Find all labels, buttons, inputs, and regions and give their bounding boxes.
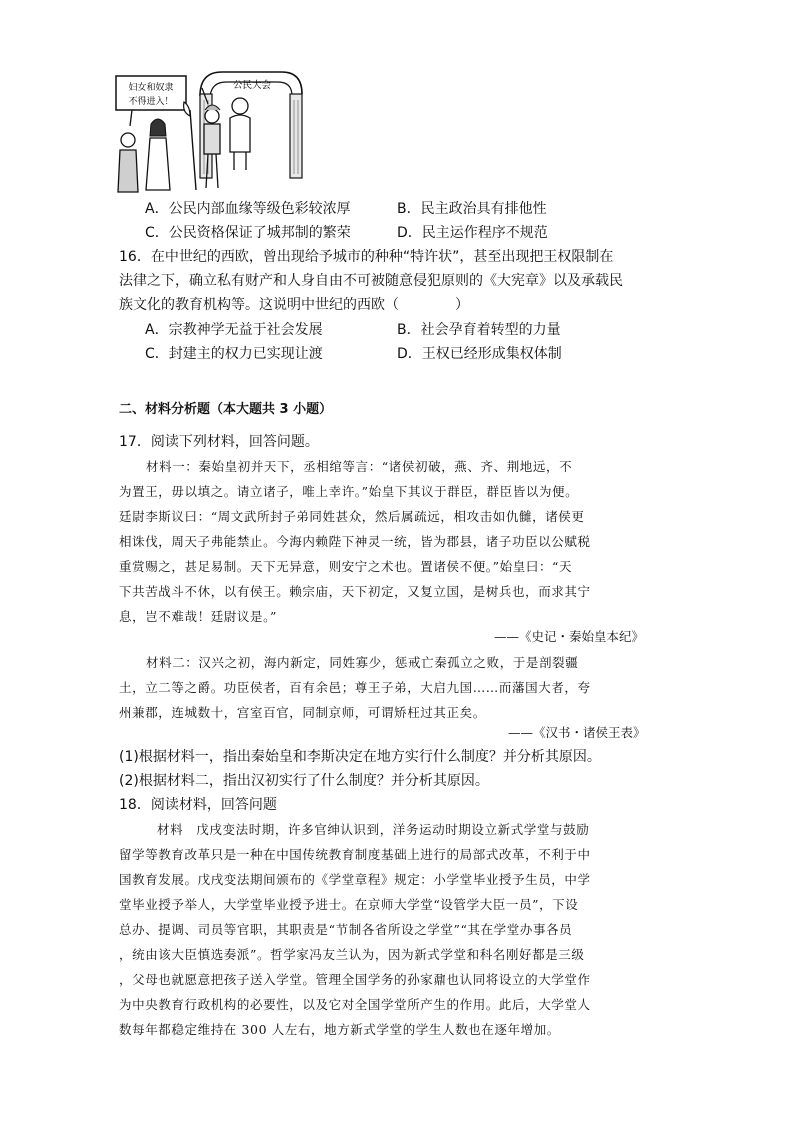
q17-m1-line: 廷尉李斯议曰：“周文武所封子弟同姓甚众，然后属疏远，相攻击如仇雠，诸侯更 [119, 509, 585, 524]
q16-option-b: B．社会孕育着转型的力量 [397, 322, 561, 338]
q18-line: ，统由该大臣慎选奏派”。哲学家冯友兰认为，因为新式学堂和科名刚好都是三级 [119, 947, 585, 962]
q15-option-b: B．民主政治具有排他性 [397, 201, 547, 217]
q18-title: 18．阅读材料，回答问题 [119, 797, 277, 813]
q18-line: 为中央教育行政机构的必要性，以及它对全国学堂所产生的作用。此后，大学堂人 [119, 997, 591, 1012]
q18-line: 材料 戊戌变法时期，许多官绅认识到，洋务运动时期设立新式学堂与鼓励 [157, 822, 590, 837]
q16-option-c: C．封建主的权力已实现让渡 [145, 346, 323, 362]
q16-stem-line2: 法律之下，确立私有财产和人身自由不可被随意侵犯原则的《大宪章》以及承载民 [119, 273, 623, 289]
q17-m2-source: ——《汉书・诸侯王表》 [508, 725, 646, 740]
q16-option-a: A．宗教神学无益于社会发展 [145, 322, 323, 338]
q18-line: 堂毕业授予举人，大学堂毕业授予进士。在京师大学堂“设管学大臣一员”，下设 [119, 897, 579, 912]
q17-m1-line: 息，岂不难哉！廷尉议是。” [119, 609, 277, 624]
q18-line: 总办、提调、司员等官职，其职责是“节制各省所设之学堂”“其在学堂办事各员 [119, 922, 573, 937]
q18-line: 国教育发展。戊戌变法期间颁布的《学堂章程》规定：小学堂毕业授予生员，中学 [119, 872, 591, 887]
arch-text: 公民大会 [232, 80, 272, 91]
sign-text-line2: 不得进入！ [128, 97, 174, 107]
q17-title: 17．阅读下列材料，回答问题。 [119, 434, 319, 450]
q15-option-a: A．公民内部血缘等级色彩较浓厚 [145, 201, 351, 217]
q17-m1-line: 相诛伐，周天子弗能禁止。今海内赖陛下神灵一统，皆为郡县，诸子功臣以公赋税 [119, 534, 591, 549]
q16-stem-line1: 16．在中世纪的西欧，曾出现给予城市的种种“特许状”，甚至出现把王权限制在 [119, 249, 614, 265]
q17-m2-line: 材料二：汉兴之初，海内新定，同姓寡少，惩戒亡秦孤立之败，于是剖裂疆 [146, 655, 579, 670]
q18-line: ，父母也就愿意把孩子送入学堂。管理全国学务的孙家鼐也认同将设立的大学堂作 [119, 972, 591, 987]
q17-m1-source: ——《史记・秦始皇本纪》 [494, 629, 645, 644]
q15-option-c: C．公民资格保证了城邦制的繁荣 [145, 225, 351, 241]
q15-option-d: D．民主运作程序不规范 [397, 225, 548, 241]
q18-line: 留学等教育改革只是一种在中国传统教育制度基础上进行的局部式改革，不利于中 [119, 847, 591, 862]
q17-m1-line: 为置王，毋以填之。请立诸子，唯上幸许。”始皇下其议于群臣，群臣皆以为便。 [119, 484, 579, 499]
q17-m1-line: 重赏赐之，甚足易制。天下无异意，则安宁之术也。置诸侯不便。”始皇曰：“天 [119, 559, 573, 574]
q17-subquestion-2: (2)根据材料二，指出汉初实行了什么制度？并分析其原因。 [119, 773, 489, 789]
assembly-cartoon-illustration [112, 66, 320, 196]
sign-text-line1: 妇女和奴隶 [128, 83, 174, 93]
q17-m1-line: 下共苦战斗不休，以有侯王。赖宗庙，天下初定，又复立国，是树兵也，而求其宁 [119, 584, 591, 599]
section-heading: 二、材料分析题（本大题共 3 小题） [119, 402, 333, 417]
q17-subquestion-1: (1)根据材料一，指出秦始皇和李斯决定在地方实行什么制度？并分析其原因。 [119, 749, 601, 765]
q18-line: 数每年都稳定维持在 300 人左右，地方新式学堂的学生人数也在逐年增加。 [119, 1022, 560, 1037]
q17-m1-line: 材料一：秦始皇初并天下，丞相绾等言：“诸侯初破，燕、齐、荆地远，不 [146, 459, 573, 474]
q16-stem-line3: 族文化的教育机构等。这说明中世纪的西欧（ ） [119, 297, 469, 313]
q17-m2-line: 土，立二等之爵。功臣侯者，百有余邑；尊王子弟，大启九国……而藩国大者，夸 [119, 680, 591, 695]
q17-m2-line: 州兼郡，连城数十，宫室百官，同制京师，可谓矫枉过其正矣。 [119, 705, 486, 720]
q16-option-d: D．王权已经形成集权体制 [397, 346, 562, 362]
